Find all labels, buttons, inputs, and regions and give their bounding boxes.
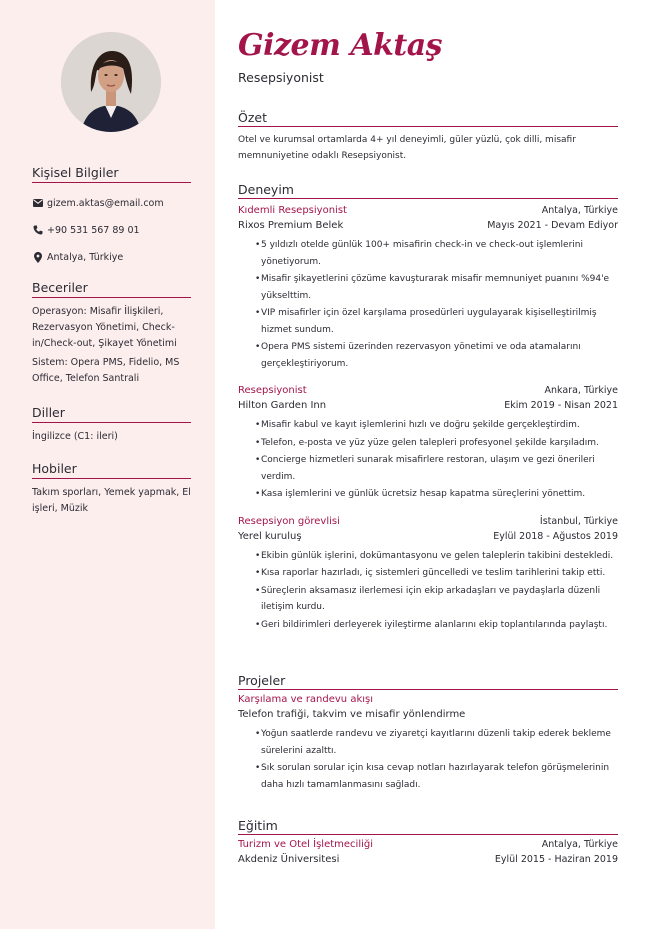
hobbies-heading: Hobiler bbox=[32, 461, 191, 479]
phone-text[interactable]: +90 531 567 89 01 bbox=[47, 224, 140, 236]
education-heading: Eğitim bbox=[238, 818, 618, 835]
sidebar bbox=[0, 0, 215, 929]
bullet-item: • VIP misafirler için özel karşılama prosedürleri uygulayarak kişiselleştirilmiş hizmet sundum. bbox=[255, 308, 597, 335]
job-dates: Eylül 2018 - Ağustos 2019 bbox=[493, 530, 618, 542]
job-bullets bbox=[238, 237, 618, 372]
job-title: Resepsiyonist bbox=[238, 385, 307, 396]
skills-section bbox=[32, 280, 191, 387]
job-location: Ankara, Türkiye bbox=[544, 385, 618, 396]
school-name: Akdeniz Üniversitesi bbox=[238, 854, 340, 865]
bullet-item: • Concierge hizmetleri sunarak misafirlere restoran, ulaşım ve gezi önerileri verdim. bbox=[255, 455, 595, 482]
location-text: Antalya, Türkiye bbox=[47, 251, 124, 263]
bullet-item: • Misafir kabul ve kayıt işlemlerini hızlı ve doğru şekilde gerçekleştirdim. bbox=[255, 420, 580, 430]
phone-icon bbox=[32, 225, 43, 236]
project-bullets bbox=[238, 726, 618, 793]
bullet-item: • Kasa işlemlerini ve günlük ücretsiz hesap kapatma süreçlerini yönettim. bbox=[255, 489, 586, 499]
job-company: Hilton Garden Inn bbox=[238, 400, 327, 411]
summary-section bbox=[238, 110, 618, 164]
person-name: Gizem Aktaş bbox=[238, 28, 443, 63]
summary-heading: Özet bbox=[238, 110, 618, 127]
project-entry bbox=[238, 694, 618, 793]
personal-info-heading: Kişisel Bilgiler bbox=[32, 165, 191, 183]
project-title: Karşılama ve randevu akışı bbox=[238, 694, 374, 705]
bullet-item: • Opera PMS sistemi üzerinden rezervasyon yönetimi ve oda atamalarını gerçekleştiriyorum. bbox=[255, 342, 581, 369]
hobbies-text: Takım sporları, Yemek yapmak, El işleri, Müzik bbox=[32, 487, 191, 514]
bullet-item: • Süreçlerin aksamasız ilerlemesi için ekip arkadaşları ve paydaşlarla düzenli iletişim kurdu. bbox=[255, 585, 601, 612]
job-dates: Ekim 2019 - Nisan 2021 bbox=[504, 400, 618, 411]
languages-heading: Diller bbox=[32, 405, 191, 423]
hobbies-section bbox=[32, 461, 191, 517]
bullet-item: • 5 yıldızlı otelde günlük 100+ misafirin check-in ve check-out işlemlerini yönetiyorum. bbox=[255, 240, 583, 267]
school-location: Antalya, Türkiye bbox=[541, 839, 618, 850]
phone-row[interactable] bbox=[32, 223, 191, 237]
experience-entry bbox=[238, 516, 618, 634]
job-dates: Mayıs 2021 - Devam Ediyor bbox=[487, 220, 618, 231]
projects-section bbox=[238, 673, 618, 794]
job-location: İstanbul, Türkiye bbox=[539, 515, 618, 527]
bullet-item: • Misafir şikayetlerini çözüme kavuşturarak misafir memnuniyet puanını %94'e yükselttim. bbox=[255, 274, 610, 301]
email-text[interactable]: gizem.aktas@email.com bbox=[47, 197, 164, 209]
degree-title: Turizm ve Otel İşletmeciliği bbox=[238, 839, 373, 850]
email-row[interactable] bbox=[32, 196, 191, 210]
skills-systems: Sistem: Opera PMS, Fidelio, MS Office, Telefon Santrali bbox=[32, 357, 180, 384]
projects-heading: Projeler bbox=[238, 673, 618, 690]
skills-heading: Beceriler bbox=[32, 280, 191, 298]
bullet-item: • Geri bildirimleri derleyerek iyileştirme alanlarını ekip toplantılarında paylaştı. bbox=[255, 619, 608, 630]
job-bullets bbox=[238, 548, 618, 634]
job-company: Yerel kuruluş bbox=[238, 530, 302, 542]
job-company: Rixos Premium Belek bbox=[238, 220, 344, 231]
job-title: Kıdemli Resepsiyonist bbox=[238, 205, 347, 216]
bullet-item: • Yoğun saatlerde randevu ve ziyaretçi kayıtlarını düzenli takip ederek bekleme sürelerini azalttı. bbox=[255, 729, 611, 756]
bullet-item: • Sık sorulan sorular için kısa cevap notları hazırlayarak telefon görüşmelerinin daha hızlı tamamlanmasını sağladı. bbox=[255, 763, 610, 790]
experience-section bbox=[238, 182, 618, 634]
experience-entry bbox=[238, 385, 618, 503]
education-dates: Eylül 2015 - Haziran 2019 bbox=[494, 854, 618, 865]
map-pin-icon bbox=[32, 252, 43, 263]
languages-text: İngilizce (C1: ileri) bbox=[32, 431, 118, 442]
job-bullets bbox=[238, 417, 618, 503]
personal-info-section bbox=[32, 165, 191, 264]
job-location: Antalya, Türkiye bbox=[541, 205, 618, 216]
location-row bbox=[32, 250, 191, 264]
bullet-item: • Telefon, e-posta ve yüz yüze gelen talepleri profesyonel şekilde karşıladım. bbox=[255, 437, 599, 448]
summary-text: Otel ve kurumsal ortamlarda 4+ yıl deneyimli, güler yüzlü, çok dilli, misafir memnuniyetine odaklı Resepsiyonist. bbox=[238, 135, 576, 161]
education-entry bbox=[238, 839, 618, 869]
education-section bbox=[238, 818, 618, 869]
bullet-item: • Kısa raporlar hazırladı, iç sistemleri güncelledi ve teslim tarihlerini takip etti. bbox=[255, 568, 606, 578]
languages-section bbox=[32, 405, 191, 445]
skills-operations: Operasyon: Misafir İlişkileri, Rezervasyon Yönetimi, Check-in/Check-out, Şikayet Yönetimi bbox=[32, 306, 177, 349]
experience-heading: Deneyim bbox=[238, 182, 618, 199]
project-subtitle: Telefon trafiği, takvim ve misafir yönlendirme bbox=[238, 709, 466, 720]
experience-entry bbox=[238, 205, 618, 372]
person-role: Resepsiyonist bbox=[238, 70, 324, 85]
profile-photo bbox=[61, 32, 161, 132]
bullet-item: • Ekibin günlük işlerini, dokümantasyonu ve gelen taleplerin takibini destekledi. bbox=[255, 550, 614, 561]
envelope-icon bbox=[32, 198, 43, 209]
job-title: Resepsiyon görevlisi bbox=[238, 515, 340, 527]
